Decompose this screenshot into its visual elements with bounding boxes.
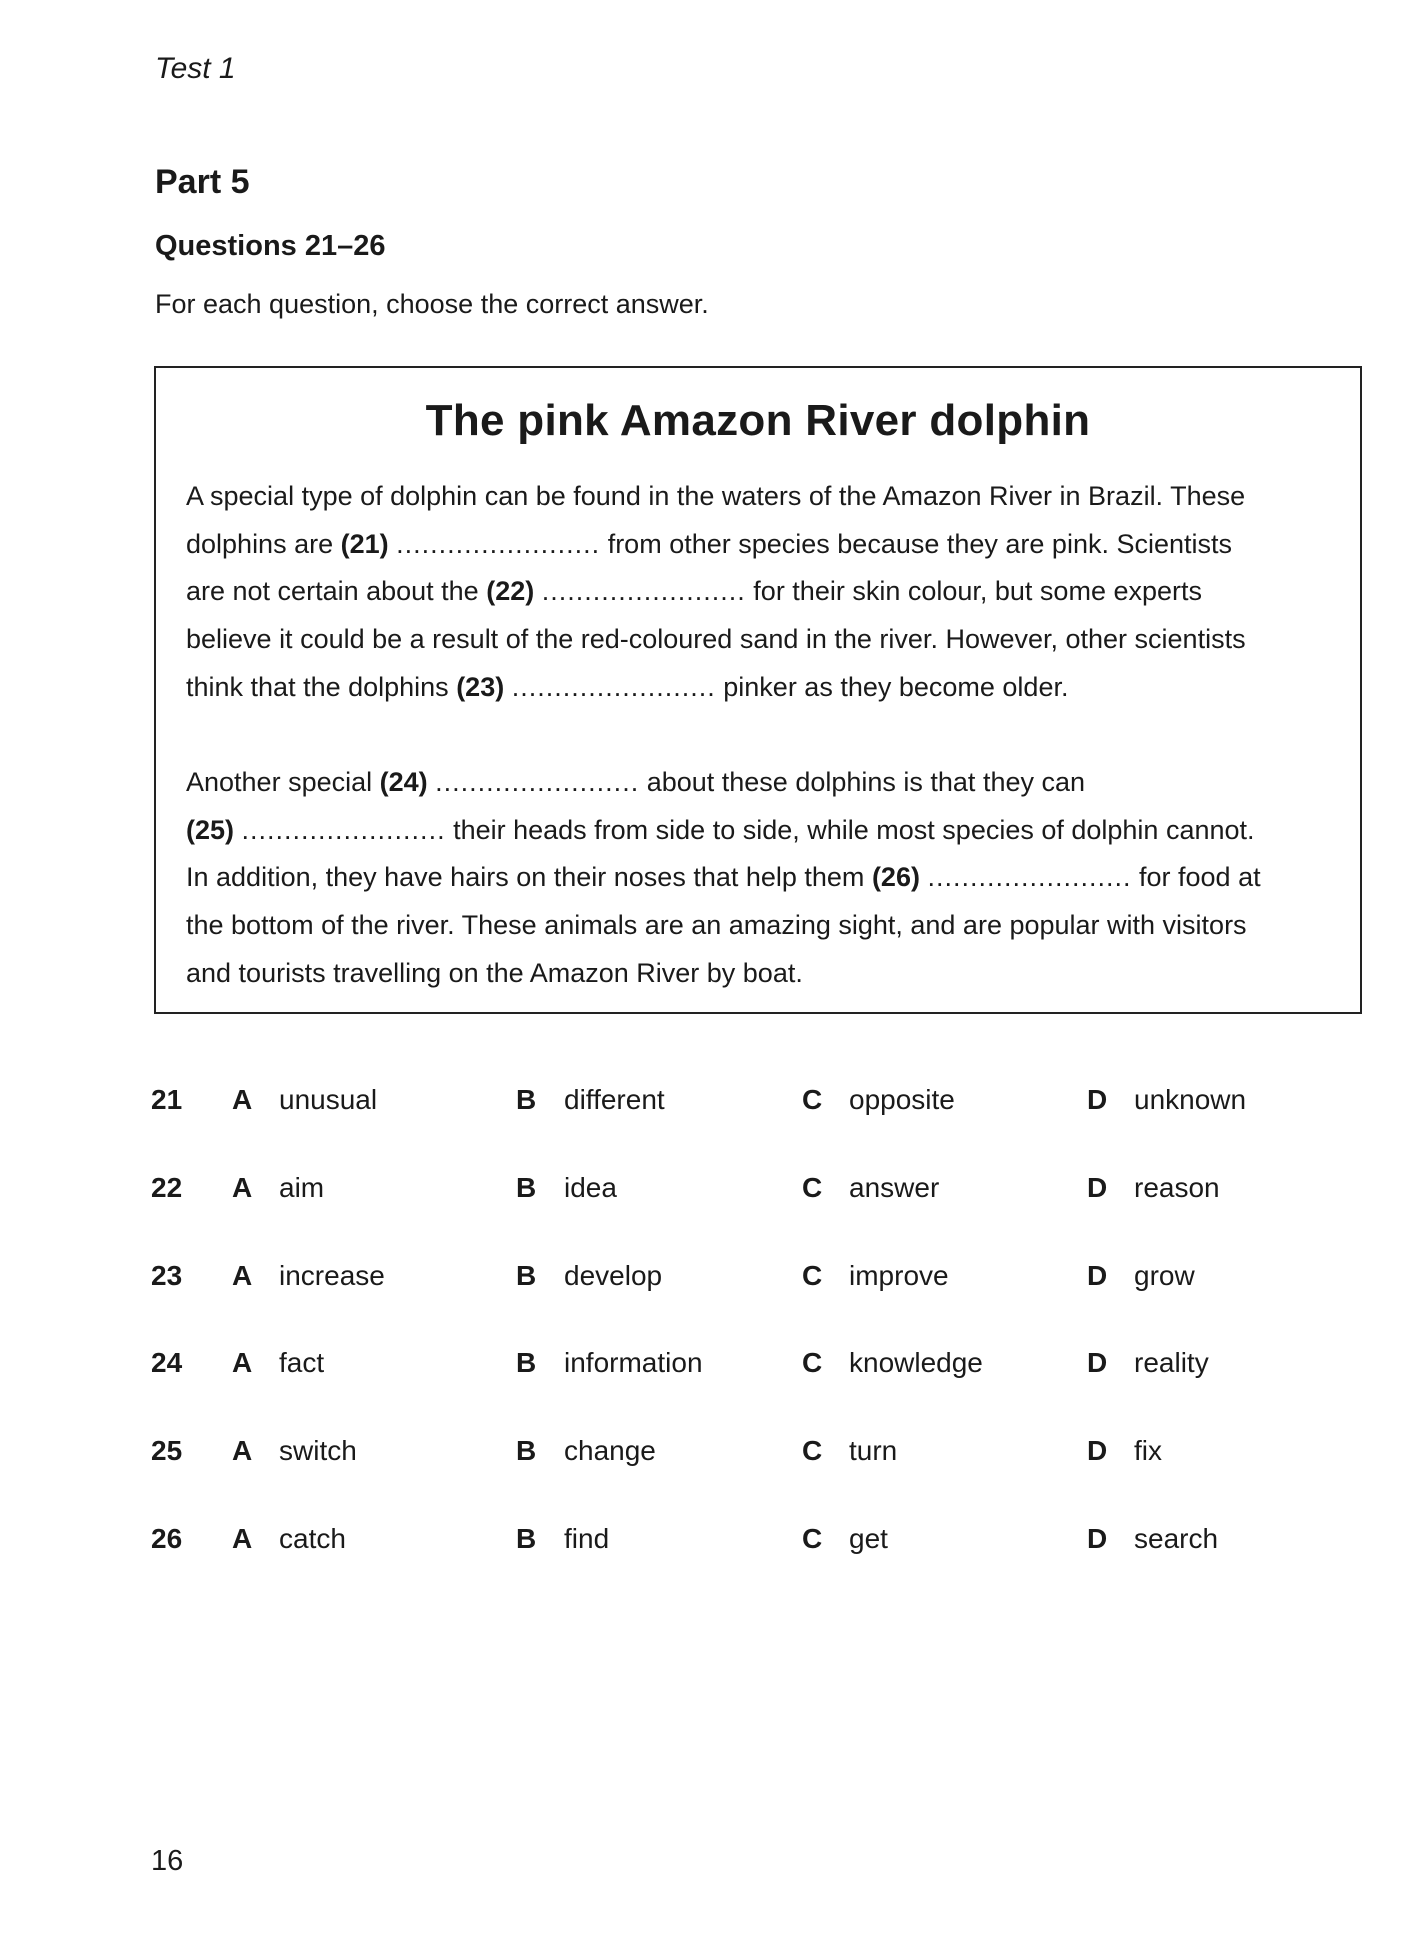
option-b[interactable]: find: [564, 1523, 610, 1554]
passage-paragraph-1: [186, 473, 1336, 712]
question-number: 23: [151, 1260, 183, 1291]
gap-24-blank: ........................: [435, 767, 640, 797]
option-c[interactable]: improve: [849, 1260, 949, 1291]
passage-line: (25) ........................ their heads from side to side, while most species of dolphin cannot.: [186, 814, 1255, 845]
option-b[interactable]: idea: [564, 1172, 617, 1203]
passage-title: The pink Amazon River dolphin: [425, 396, 1091, 445]
question-number: 21: [151, 1084, 183, 1115]
passage-line: the bottom of the river. These animals are an amazing sight, and are popular with visitors: [186, 910, 1247, 941]
option-d[interactable]: grow: [1134, 1260, 1195, 1291]
passage-line: In addition, they have hairs on their noses that help them (26) ........................ for food at: [186, 862, 1261, 893]
passage-line: and tourists travelling on the Amazon River by boat.: [186, 957, 803, 988]
gap-25-number: (25): [186, 814, 235, 845]
question-26-options: [0, 1523, 1419, 1563]
question-25-options: [0, 1435, 1419, 1475]
option-letter-b: B: [516, 1435, 537, 1466]
option-letter-d: D: [1087, 1084, 1108, 1115]
option-letter-a: A: [232, 1523, 253, 1554]
option-letter-b: B: [516, 1172, 537, 1203]
option-letter-c: C: [802, 1172, 823, 1203]
option-letter-c: C: [802, 1084, 823, 1115]
option-letter-d: D: [1087, 1523, 1108, 1554]
option-c[interactable]: knowledge: [849, 1347, 983, 1378]
question-23-options: [0, 1260, 1419, 1300]
passage-line: Another special (24) ........................ about these dolphins is that they can: [186, 767, 1086, 797]
question-21-options: [0, 1084, 1419, 1124]
part-title: Part 5: [155, 163, 250, 201]
option-letter-c: C: [802, 1523, 823, 1554]
option-a[interactable]: aim: [279, 1172, 325, 1203]
option-letter-a: A: [232, 1347, 253, 1378]
option-c[interactable]: turn: [849, 1435, 898, 1466]
gap-23-number: (23): [456, 671, 505, 702]
page-number: 16: [151, 1845, 184, 1877]
option-letter-d: D: [1087, 1172, 1108, 1203]
gap-21-number: (21): [340, 528, 389, 559]
question-number: 26: [151, 1523, 183, 1554]
option-b[interactable]: develop: [564, 1260, 663, 1291]
option-letter-b: B: [516, 1084, 537, 1115]
gap-22-blank: ........................: [541, 576, 746, 607]
option-letter-b: B: [516, 1523, 537, 1554]
option-d[interactable]: search: [1134, 1523, 1219, 1554]
option-d[interactable]: unknown: [1134, 1084, 1247, 1115]
option-letter-a: A: [232, 1084, 253, 1115]
option-letter-d: D: [1087, 1260, 1108, 1291]
option-b[interactable]: different: [564, 1084, 665, 1115]
option-letter-b: B: [516, 1347, 537, 1378]
option-letter-d: D: [1087, 1435, 1108, 1466]
gap-21-blank: ........................: [396, 528, 601, 559]
option-letter-a: A: [232, 1435, 253, 1466]
question-number: 25: [151, 1435, 183, 1466]
option-a[interactable]: catch: [279, 1523, 346, 1554]
option-a[interactable]: fact: [279, 1347, 325, 1378]
gap-26-blank: ........................: [927, 862, 1132, 893]
option-b[interactable]: information: [564, 1347, 703, 1378]
question-number: 24: [151, 1347, 183, 1378]
option-letter-b: B: [516, 1260, 537, 1291]
passage-line: think that the dolphins (23) ........................ pinker as they become older.: [186, 671, 1069, 702]
questions-range: Questions 21–26: [155, 230, 386, 262]
option-letter-c: C: [802, 1260, 823, 1291]
option-a[interactable]: increase: [279, 1260, 385, 1291]
option-b[interactable]: change: [564, 1435, 656, 1466]
question-number: 22: [151, 1172, 183, 1203]
instruction: For each question, choose the correct answer.: [155, 289, 709, 319]
option-a[interactable]: switch: [279, 1435, 357, 1466]
gap-23-blank: ........................: [511, 671, 716, 702]
option-c[interactable]: get: [849, 1523, 888, 1554]
option-d[interactable]: reality: [1134, 1347, 1209, 1378]
passage-box: [154, 366, 1362, 1014]
passage-line: believe it could be a result of the red-coloured sand in the river. However, other scientists: [186, 624, 1246, 655]
option-a[interactable]: unusual: [279, 1084, 378, 1115]
option-letter-d: D: [1087, 1347, 1108, 1378]
question-22-options: [0, 1172, 1419, 1212]
option-letter-a: A: [232, 1172, 253, 1203]
gap-24-number: (24): [379, 767, 428, 797]
gap-25-blank: ........................: [241, 814, 446, 845]
gap-26-number: (26): [871, 862, 920, 893]
passage-line: are not certain about the (22) ........................ for their skin colour, but some experts: [186, 576, 1203, 607]
option-c[interactable]: opposite: [849, 1084, 955, 1115]
passage-paragraph-2: [186, 759, 1336, 998]
gap-22-number: (22): [486, 576, 535, 607]
option-d[interactable]: fix: [1134, 1435, 1162, 1466]
passage-line: dolphins are (21) ........................ from other species because they are pink. Scientists: [186, 528, 1232, 559]
option-letter-a: A: [232, 1260, 253, 1291]
option-d[interactable]: reason: [1134, 1172, 1220, 1203]
question-24-options: [0, 1347, 1419, 1387]
option-letter-c: C: [802, 1347, 823, 1378]
test-label: Test 1: [155, 52, 236, 85]
option-letter-c: C: [802, 1435, 823, 1466]
option-c[interactable]: answer: [849, 1172, 940, 1203]
passage-line: A special type of dolphin can be found in the waters of the Amazon River in Brazil. These: [186, 481, 1246, 511]
